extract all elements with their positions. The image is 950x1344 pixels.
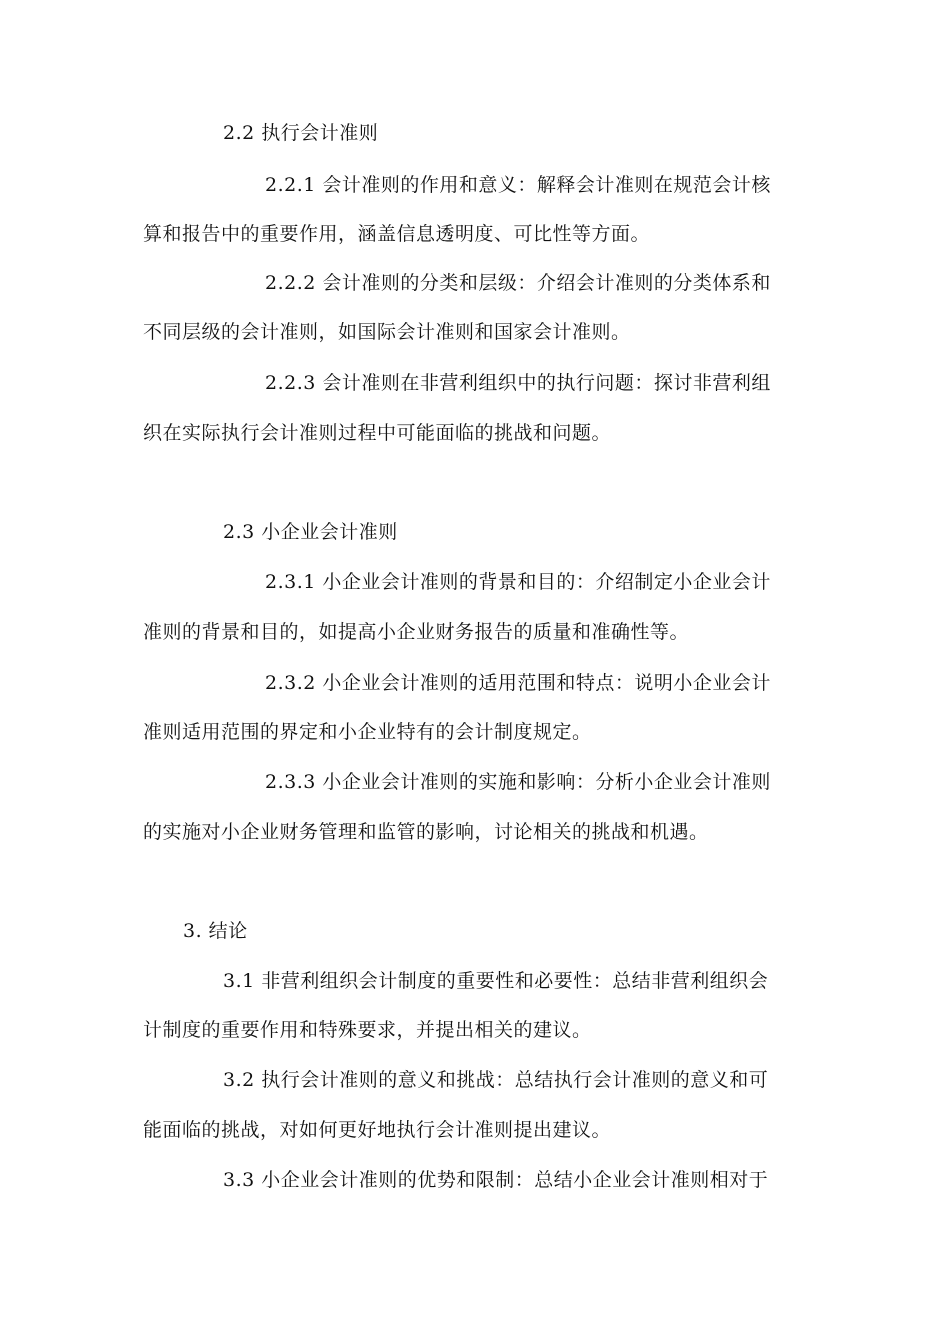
- paragraph-3-1-line1: 3.1 非营利组织会计制度的重要性和必要性：总结非营利组织会: [223, 970, 769, 992]
- section-heading-2-2: 2.2 执行会计准则: [223, 122, 379, 144]
- paragraph-2-2-3-line1: 2.2.3 会计准则在非营利组织中的执行问题：探讨非营利组: [265, 372, 771, 394]
- paragraph-2-2-3-line2: 织在实际执行会计准则过程中可能面临的挑战和问题。: [143, 422, 612, 444]
- section-heading-2-3: 2.3 小企业会计准则: [223, 521, 398, 543]
- paragraph-3-1-line2: 计制度的重要作用和特殊要求，并提出相关的建议。: [143, 1019, 592, 1041]
- paragraph-2-3-3-line1: 2.3.3 小企业会计准则的实施和影响：分析小企业会计准则: [265, 771, 771, 793]
- paragraph-3-2-line2: 能面临的挑战，对如何更好地执行会计准则提出建议。: [143, 1119, 612, 1141]
- paragraph-2-2-2-line1: 2.2.2 会计准则的分类和层级：介绍会计准则的分类体系和: [265, 272, 771, 294]
- paragraph-2-2-1-line2: 算和报告中的重要作用，涵盖信息透明度、可比性等方面。: [143, 223, 651, 245]
- paragraph-2-3-3-line2: 的实施对小企业财务管理和监管的影响，讨论相关的挑战和机遇。: [143, 821, 709, 843]
- paragraph-2-2-2-line2: 不同层级的会计准则，如国际会计准则和国家会计准则。: [143, 321, 631, 343]
- paragraph-2-3-1-line1: 2.3.1 小企业会计准则的背景和目的：介绍制定小企业会计: [265, 571, 771, 593]
- paragraph-2-3-2-line2: 准则适用范围的界定和小企业特有的会计制度规定。: [143, 721, 592, 743]
- paragraph-2-3-1-line2: 准则的背景和目的，如提高小企业财务报告的质量和准确性等。: [143, 621, 690, 643]
- paragraph-2-3-2-line1: 2.3.2 小企业会计准则的适用范围和特点：说明小企业会计: [265, 672, 771, 694]
- section-heading-3: 3. 结论: [183, 920, 248, 942]
- paragraph-2-2-1-line1: 2.2.1 会计准则的作用和意义：解释会计准则在规范会计核: [265, 174, 771, 196]
- paragraph-3-3-line1: 3.3 小企业会计准则的优势和限制：总结小企业会计准则相对于: [223, 1169, 769, 1191]
- paragraph-3-2-line1: 3.2 执行会计准则的意义和挑战：总结执行会计准则的意义和可: [223, 1069, 769, 1091]
